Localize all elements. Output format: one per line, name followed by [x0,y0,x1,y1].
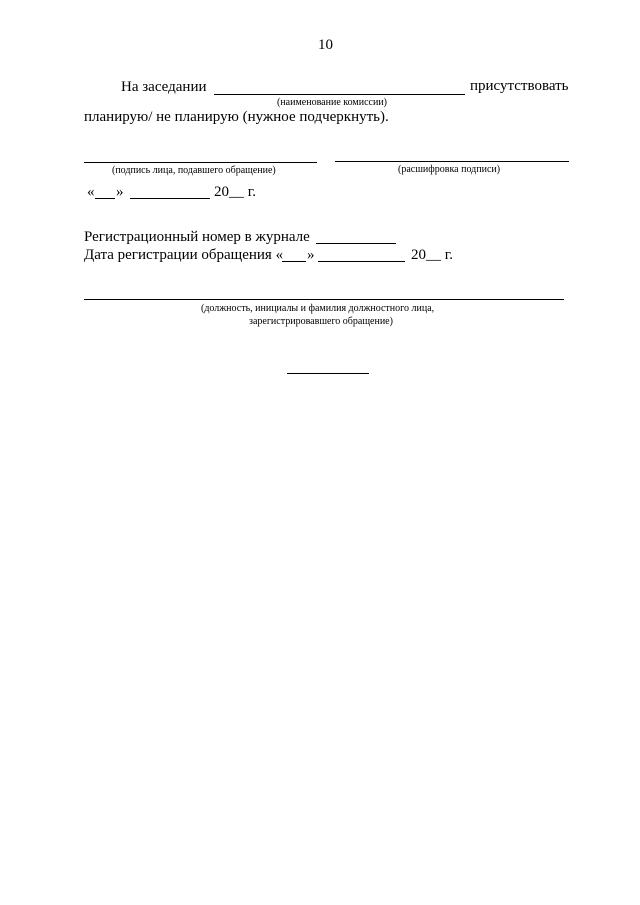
signature-decode-caption: (расшифровка подписи) [398,164,501,175]
registration-number-line [316,243,396,244]
end-separator [287,373,369,374]
date-year: 20__ г. [214,184,256,200]
registration-month-line [318,261,405,262]
signature-line [84,162,317,163]
official-caption-line1: (должность, инициалы и фамилия должностного лица, [201,303,435,314]
date-month-line [130,198,210,199]
registration-day-line [282,261,306,262]
official-line [84,299,564,300]
registration-date-quote-close: » [307,247,315,263]
commission-caption: (наименование комиссии) [277,97,388,108]
signature-decode-line [335,161,569,162]
signature-caption: (подпись лица, подавшего обращение) [112,165,276,176]
registration-date-label: Дата регистрации обращения « [84,247,284,263]
commission-name-line [214,94,465,95]
date-quote-open: « [87,184,95,200]
meeting-suffix: присутствовать [470,78,569,94]
date-day-line [95,198,115,199]
page-number: 10 [318,37,333,53]
registration-number-label: Регистрационный номер в журнале [84,229,310,245]
official-caption-line2: зарегистрировавшего обращение) [249,316,393,327]
date-quote-close: » [116,184,124,200]
meeting-prefix: На заседании [121,79,207,95]
plan-text: планирую/ не планирую (нужное подчеркнуть). [84,109,389,125]
registration-date-year: 20__ г. [411,247,453,263]
